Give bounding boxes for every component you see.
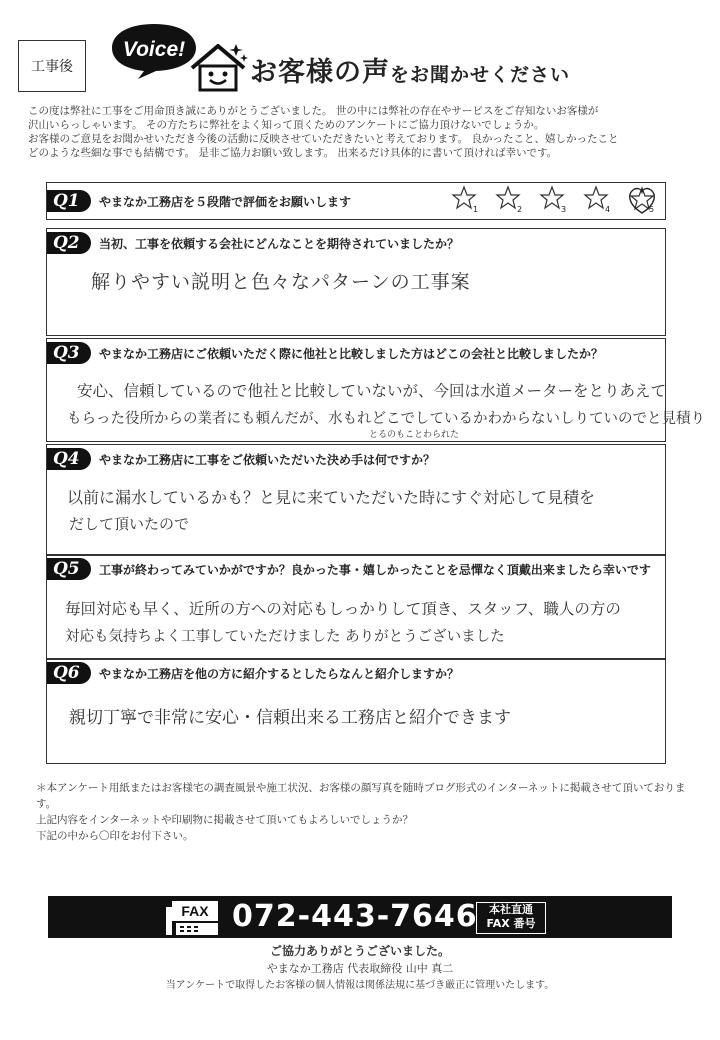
fax-machine-icon (164, 899, 220, 937)
consent-note: ＊本アンケート用紙またはお客様宅の調査風景や施工状況、お客様の顔写真を随時ブログ形式のインターネットに掲載させて頂いております。 上記内容をインターネットや印刷物に掲載させて頂いてもよろしいでしょうか？ 下記の中から〇印をお付下さい。 (36, 782, 686, 842)
privacy-note: 当アンケートで取得したお客様の個人情報は関係法規に基づき厳正に管理いたします。 (165, 980, 555, 991)
q4-text: やまなか工務店に工事をご依頼いただいた決め手は何ですか？ (99, 452, 436, 467)
q3-answer-line-1: 安心、信頼しているので他社と比較していないが、今回は水道メーターをとりあえて (77, 382, 667, 400)
q4-badge: Q4 (47, 448, 91, 470)
q1-text: やまなか工務店を５段階で評価をお願いします (99, 194, 352, 209)
company-signature: やまなか工務店 代表取締役 山中 真二 (266, 962, 454, 975)
voice-label: Voice! (122, 38, 186, 61)
q4-answer-line-1: 以前に漏水しているかも？と見に来ていただいた時にすぐ対応して見積を (67, 488, 596, 507)
q5-text: 工事が終わってみていかがですか？良かった事・嬉しかったことを忌憚なく頂戴出来ましたら幸いです (99, 562, 651, 577)
question-1-box (46, 182, 666, 220)
rating-stars (451, 185, 657, 217)
thanks-text: ご協力ありがとうございました。 (269, 944, 450, 958)
question-3-box (46, 338, 705, 442)
q3-answer-line-3: とるのもことわられた (369, 430, 460, 440)
q2-answer-line-1: 解りやすい説明と色々なパターンの工事案 (91, 271, 471, 293)
rating-star-1[interactable]: 1 (451, 185, 481, 217)
q6-answer-line-1: 親切丁寧で非常に安心・信頼出来る工務店と紹介できます (69, 708, 511, 728)
rating-star-3[interactable]: 3 (539, 185, 569, 217)
fax-icon-label: FAX (181, 903, 209, 919)
title-small: をお聞かせください (390, 64, 571, 86)
q5-answer-line-1: 毎回対応も早く、近所の方への対応もしっかりして頂き、スタッフ、職人の方の (65, 600, 621, 618)
title-main: お客様の声 (250, 57, 390, 88)
q3-answer-line-2: もらった役所からの業者にも頼んだが、水もれどこでしているかわからないしりていのでと見積り (67, 411, 705, 427)
q6-badge: Q6 (47, 662, 91, 684)
rating-star-4[interactable]: 4 (583, 185, 613, 217)
q2-text: 当初、工事を依頼する会社にどんなことを期待されていましたか？ (99, 236, 460, 251)
question-6-box (46, 658, 666, 764)
fax-direct-label: 本社直通 FAX 番号 (476, 902, 546, 934)
before-after-tag: 工事後 (18, 40, 86, 92)
question-5-box (46, 554, 666, 660)
page-title (250, 50, 570, 89)
q2-badge: Q2 (47, 232, 91, 254)
intro-text: この度は弊社に工事をご用命頂き誠にありがとうございました。 世の中には弊社の存在やサービスをご存知ないお客様が 沢山いらっしゃいます。 その方たちに弊社をよく知って頂くためのアンケートにご協力頂けないでしょうか。 お客様のご意見をお聞かせいただき今後の活動に反映させていただきたいと考えております。 良かったこと、嬉しかったこと どのような些細な事でも結構です。 是非ご協力お願い致します。 出来るだけ具体的に書いて頂ければ幸いです。 (28, 105, 619, 159)
q4-answer-line-2: だして頂いたので (69, 515, 190, 533)
q6-text: やまなか工務店を他の方に紹介するとしたらなんと紹介しますか？ (99, 666, 460, 681)
question-4-box (46, 444, 666, 556)
q3-badge: Q3 (47, 342, 91, 364)
q5-answer-line-2: 対応も気持ちよく工事していただけました ありがとうございました (65, 629, 505, 645)
q3-text: やまなか工務店にご依頼いただく際に他社と比較しました方はどこの会社と比較しましたか？ (99, 346, 604, 361)
question-2-box (46, 228, 666, 336)
fax-number: 072-443-7646 (232, 899, 478, 934)
rating-star-2[interactable]: 2 (495, 185, 525, 217)
q5-badge: Q5 (47, 558, 91, 580)
smiling-house-icon (186, 40, 250, 94)
q1-badge: Q1 (47, 190, 91, 212)
rating-star-5-selected[interactable]: 5 (627, 185, 657, 217)
